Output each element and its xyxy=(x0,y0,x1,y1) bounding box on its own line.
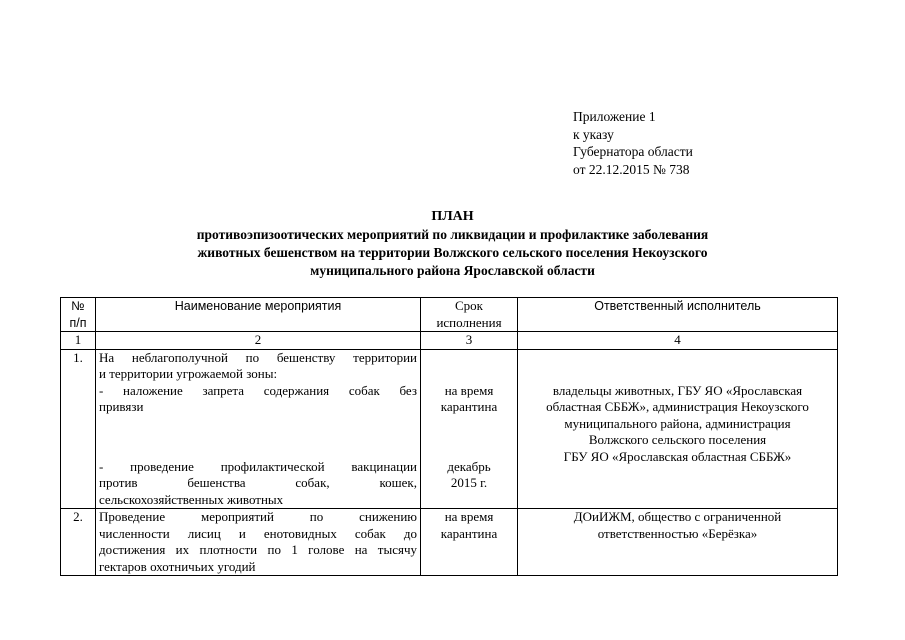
table-row xyxy=(61,349,838,509)
index-cell: 4 xyxy=(518,332,838,350)
index-cell: 1 xyxy=(61,332,96,350)
term-line: карантина xyxy=(440,399,498,414)
resp-line: Волжского сельского поселения xyxy=(588,432,767,447)
header-num-line: № xyxy=(71,299,85,313)
term-line: декабрь xyxy=(447,458,491,474)
title-line: муниципального района Ярославской области xyxy=(310,263,595,278)
index-row xyxy=(61,332,838,350)
header-event: Наименование мероприятия xyxy=(96,298,421,332)
term-line: на время xyxy=(444,382,494,398)
event-line: Проведение мероприятий по снижению xyxy=(99,509,417,524)
row-term xyxy=(421,349,518,509)
plan-table xyxy=(60,297,838,576)
term-line: на время xyxy=(444,509,494,524)
header-term-line: исполнения xyxy=(436,314,502,330)
appendix-block xyxy=(573,108,693,178)
appendix-line: Приложение 1 xyxy=(573,109,656,124)
title-line: противоэпизоотических мероприятий по ликвидации и профилактике заболевания xyxy=(196,227,709,242)
row-resp xyxy=(518,509,838,576)
table-row xyxy=(61,509,838,576)
event-line: сельскохозяйственных животных xyxy=(99,491,284,507)
appendix-line: от 22.12.2015 № 738 xyxy=(573,161,690,177)
title-main: ПЛАН xyxy=(431,209,474,224)
index-cell: 3 xyxy=(421,332,518,350)
appendix-line: к указу xyxy=(573,126,614,142)
event-line: привязи xyxy=(99,399,144,414)
resp-line: ответственностью «Берёзка» xyxy=(597,525,758,541)
appendix-line: Губернатора области xyxy=(573,144,693,159)
row-event xyxy=(96,509,421,576)
header-num xyxy=(61,298,96,332)
row-term xyxy=(421,509,518,576)
event-line: - проведение профилактической вакцинации xyxy=(99,458,417,474)
event-line: и территории угрожаемой зоны: xyxy=(99,366,278,381)
index-cell: 2 xyxy=(96,332,421,350)
resp-line: областная СББЖ», администрация Некоузского xyxy=(546,399,809,414)
row-num: 1. xyxy=(61,349,96,509)
title-line: животных бешенством на территории Волжского сельского поселения Некоузского xyxy=(197,245,708,260)
resp-line: ГБУ ЯО «Ярославская областная СББЖ» xyxy=(563,448,792,464)
event-line: численности лисиц и енотовидных собак до xyxy=(99,525,417,541)
event-line: На неблагополучной по бешенству территории xyxy=(99,349,417,365)
row-num: 2. xyxy=(61,509,96,576)
resp-line: владельцы животных, ГБУ ЯО «Ярославская xyxy=(552,382,803,398)
header-num-line: п/п xyxy=(69,315,87,330)
document-title xyxy=(110,208,795,280)
event-line: достижения их плотности по 1 голове на тысячу xyxy=(99,542,417,557)
header-term xyxy=(421,298,518,332)
event-line: - наложение запрета содержания собак без xyxy=(99,382,417,398)
term-line: 2015 г. xyxy=(450,475,488,490)
term-line: карантина xyxy=(440,525,498,541)
header-resp: Ответственный исполнитель xyxy=(518,298,838,332)
resp-line: ДОиИЖМ, общество с ограниченной xyxy=(573,509,782,524)
row-resp xyxy=(518,349,838,509)
resp-line: муниципального района, администрация xyxy=(564,415,791,431)
table-header-row xyxy=(61,298,838,332)
header-term-line: Срок xyxy=(455,298,483,313)
event-line: против бешенства собак, кошек, xyxy=(99,475,417,490)
row-event xyxy=(96,349,421,509)
event-line: гектаров охотничьих угодий xyxy=(99,558,256,574)
